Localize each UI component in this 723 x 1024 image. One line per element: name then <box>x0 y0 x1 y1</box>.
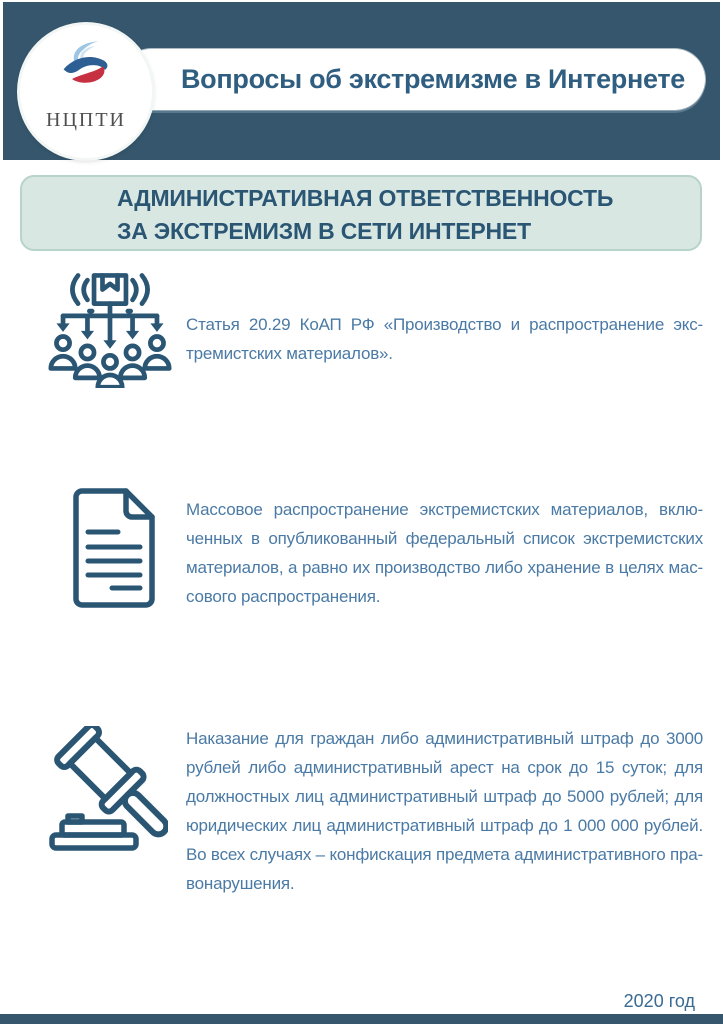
title-pill <box>121 49 705 110</box>
broadcast-distribution-icon <box>48 270 172 388</box>
heading-line-1: АДМИНИСТРАТИВНАЯ ОТВЕТСТВЕННОСТЬ <box>117 185 614 211</box>
gavel-icon <box>48 726 168 852</box>
document-icon <box>56 484 162 612</box>
footer-band <box>0 1014 723 1024</box>
logo-swirl-icon <box>47 37 125 107</box>
ncpti-logo <box>20 25 152 158</box>
section-heading-box <box>20 175 702 251</box>
punishment-text: Наказание для граждан либо административный штраф до 3000 рублей либо административный арест на срок до 15 суток; для должностных лиц административный штраф до 5000 рублей; для юридических лиц административный штраф до 1 000 000 рублей. Во всех случаях – конфискация предмета административного пра- вонарушения. <box>186 729 703 893</box>
article-text: Статья 20.29 КоАП РФ «Производство и распространение экс- тремистских материалов». <box>186 315 703 363</box>
definition-text: Массовое распространение экстремистских материалов, вклю- ченных в опубликованный федеральный список экстремистских материалов, а равно их производство либо хранение в целях мас- сового распространения. <box>186 500 703 606</box>
logo-label: НЦПТИ <box>46 109 126 131</box>
year-label: 2020 год <box>623 991 695 1011</box>
page-title: Вопросы об экстремизме в Интернете <box>180 64 685 94</box>
heading-line-2: ЗА ЭКСТРЕМИЗМ В СЕТИ ИНТЕРНЕТ <box>117 218 531 244</box>
